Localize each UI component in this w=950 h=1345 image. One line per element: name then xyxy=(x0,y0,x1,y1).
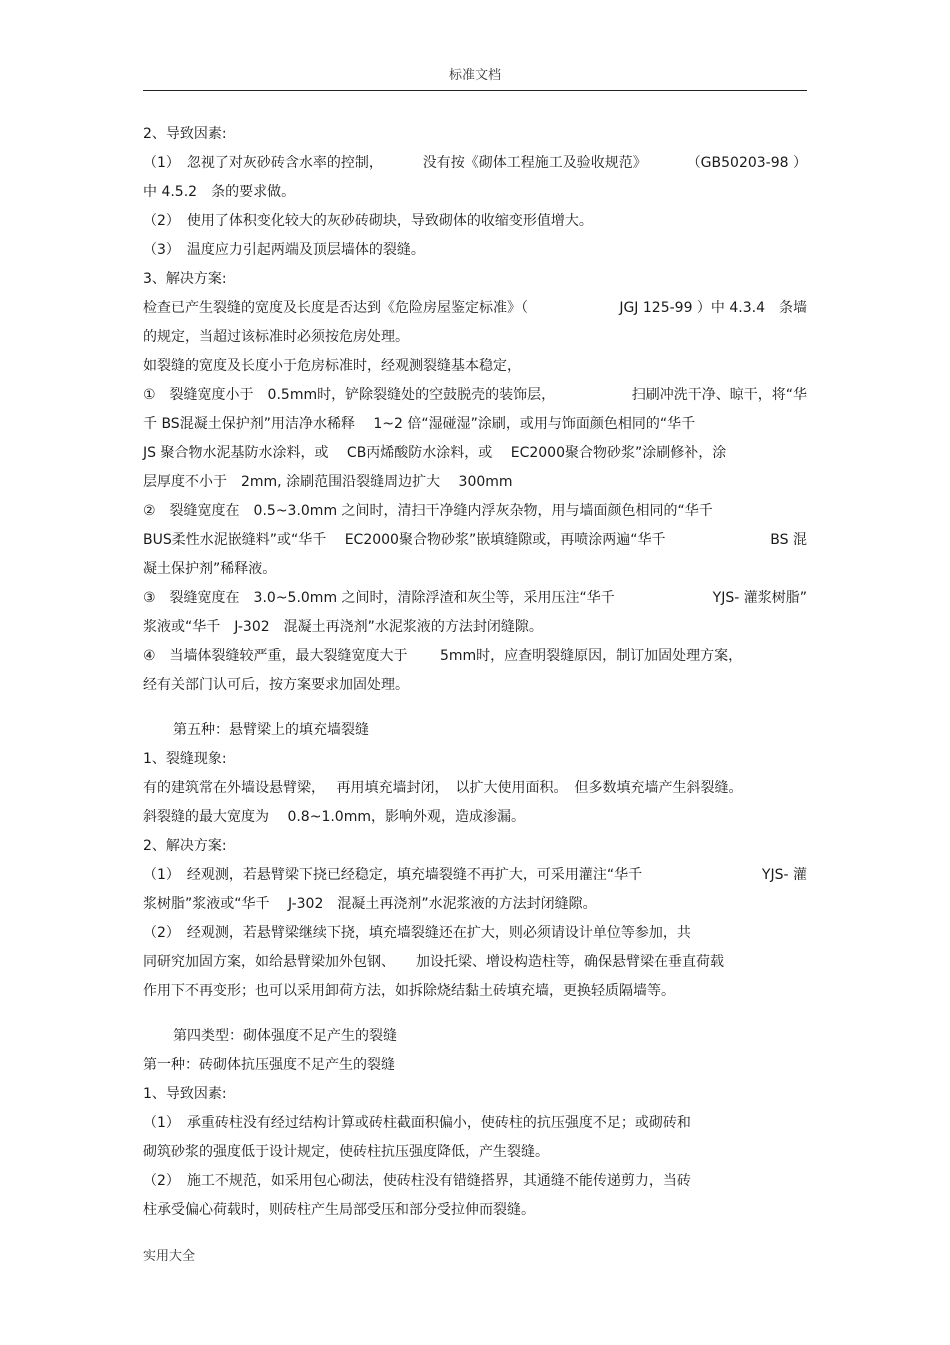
text-segment: JGJ 125-99 ）中 4.3.4 条墙 xyxy=(619,300,807,316)
paragraph-line: 斜裂缝的最大宽度为 0.8~1.0mm，影响外观，造成渗漏。 xyxy=(143,809,525,825)
paragraph-line: 砌筑砂浆的强度低于设计规定，使砖柱抗压强度降低，产生裂缝。 xyxy=(143,1144,549,1160)
section-heading: 2、导致因素: xyxy=(143,126,227,142)
paragraph-line xyxy=(143,381,807,410)
paragraph-line: （2） 经观测，若悬臂梁继续下挠，填充墙裂缝还在扩大，则必须请设计单位等参加，共 xyxy=(143,925,691,941)
paragraph-line xyxy=(143,526,807,555)
paragraph-line: 柱承受偏心荷载时，则砖柱产生局部受压和部分受拉伸而裂缝。 xyxy=(143,1202,535,1218)
paragraph-line: （2） 使用了体积变化较大的灰砂砖砌块，导致砌体的收缩变形值增大。 xyxy=(143,213,593,229)
paragraph-line: ② 裂缝宽度在 0.5~3.0mm 之间时，清扫干净缝内浮灰杂物，用与墙面颜色相同的“华千 xyxy=(143,503,713,519)
paragraph-line xyxy=(143,861,807,890)
paragraph-line: 千 BS混凝土保护剂”用洁净水稀释 1~2 倍“湿碰湿”涂刷，或用与饰面颜色相同的“华千 xyxy=(143,416,696,432)
text-segment: （1） 忽视了对灰砂砖含水率的控制， xyxy=(143,155,383,171)
section-heading: 1、裂缝现象: xyxy=(143,751,227,767)
section-heading: 1、导致因素: xyxy=(143,1086,227,1102)
text-segment: YJS- 灌 xyxy=(761,867,807,883)
section-title: 第五种：悬臂梁上的填充墙裂缝 xyxy=(173,722,369,738)
paragraph-line: 有的建筑常在外墙设悬臂梁， 再用填充墙封闭， 以扩大使用面积。 但多数填充墙产生斜裂缝。 xyxy=(143,780,743,796)
text-segment: 扫刷冲洗干净、晾干，将“华 xyxy=(631,387,807,403)
paragraph-line: 经有关部门认可后，按方案要求加固处理。 xyxy=(143,677,409,693)
paragraph-line: 层厚度不小于 2mm, 涂刷范围沿裂缝周边扩大 300mm xyxy=(143,474,513,490)
paragraph-line: （3） 温度应力引起两端及顶层墙体的裂缝。 xyxy=(143,242,425,258)
paragraph-line xyxy=(143,149,807,178)
section-heading: 2、解决方案: xyxy=(143,838,227,854)
text-segment: YJS- 灌浆树脂” xyxy=(712,590,807,606)
paragraph-line: 凝土保护剂”稀释液。 xyxy=(143,561,277,577)
paragraph-line xyxy=(143,294,807,323)
paragraph-line: 同研究加固方案，如给悬臂梁加外包钢、 加设托梁、增设构造柱等，确保悬臂梁在垂直荷载 xyxy=(143,954,724,970)
text-segment: （GB50203-98 ） xyxy=(686,155,807,171)
paragraph-line: 浆树脂”浆液或“华千 J-302 混凝土再浇剂”水泥浆液的方法封闭缝隙。 xyxy=(143,896,597,912)
section-heading: 3、解决方案: xyxy=(143,271,227,287)
paragraph-line: （2） 施工不规范，如采用包心砌法，使砖柱没有错缝搭界，其通缝不能传递剪力，当砖 xyxy=(143,1173,691,1189)
paragraph-line: 作用下不再变形；也可以采用卸荷方法，如拆除烧结黏土砖填充墙，更换轻质隔墙等。 xyxy=(143,983,675,999)
text-segment: BUS柔性水泥嵌缝料”或“华千 EC2000聚合物砂浆”嵌填缝隙或，再喷涂两遍“华千 xyxy=(143,532,666,548)
text-segment: 检查已产生裂缝的宽度及长度是否达到《危险房屋鉴定标准》（ xyxy=(143,300,528,316)
page-header: 标准文档 xyxy=(448,68,501,83)
paragraph-line: ④ 当墙体裂缝较严重，最大裂缝宽度大于 5mm时，应查明裂缝原因，制订加固处理方案， xyxy=(143,648,743,664)
paragraph-line: 浆液或“华千 J-302 混凝土再浇剂”水泥浆液的方法封闭缝隙。 xyxy=(143,619,543,635)
page-footer: 实用大全 xyxy=(143,1249,196,1264)
document-body xyxy=(143,120,807,1225)
section-title: 第四类型：砌体强度不足产生的裂缝 xyxy=(173,1028,397,1044)
text-segment: 没有按《砌体工程施工及验收规范》 xyxy=(422,155,647,171)
text-segment: ③ 裂缝宽度在 3.0~5.0mm 之间时，清除浮渣和灰尘等，采用压注“华千 xyxy=(143,590,615,606)
text-segment: BS 混 xyxy=(770,532,807,548)
paragraph-gap xyxy=(143,700,807,716)
paragraph-line: 如裂缝的宽度及长度小于危房标准时，经观测裂缝基本稳定， xyxy=(143,358,521,374)
paragraph-gap xyxy=(143,1006,807,1022)
paragraph-line: （1） 承重砖柱没有经过结构计算或砖柱截面积偏小，使砖柱的抗压强度不足；或砌砖和 xyxy=(143,1115,691,1131)
subsection-title: 第一种：砖砌体抗压强度不足产生的裂缝 xyxy=(143,1057,395,1073)
paragraph-line: 的规定，当超过该标准时必须按危房处理。 xyxy=(143,329,409,345)
text-segment: ① 裂缝宽度小于 0.5mm时，铲除裂缝处的空鼓脱壳的装饰层， xyxy=(143,387,556,403)
paragraph-line xyxy=(143,584,807,613)
paragraph-line: 中 4.5.2 条的要求做。 xyxy=(143,184,296,200)
header-divider xyxy=(143,90,807,91)
paragraph-line: JS 聚合物水泥基防水涂料，或 CB丙烯酸防水涂料，或 EC2000聚合物砂浆”涂刷修补，涂 xyxy=(143,445,727,461)
text-segment: （1） 经观测，若悬臂梁下挠已经稳定，填充墙裂缝不再扩大，可采用灌注“华千 xyxy=(143,867,643,883)
